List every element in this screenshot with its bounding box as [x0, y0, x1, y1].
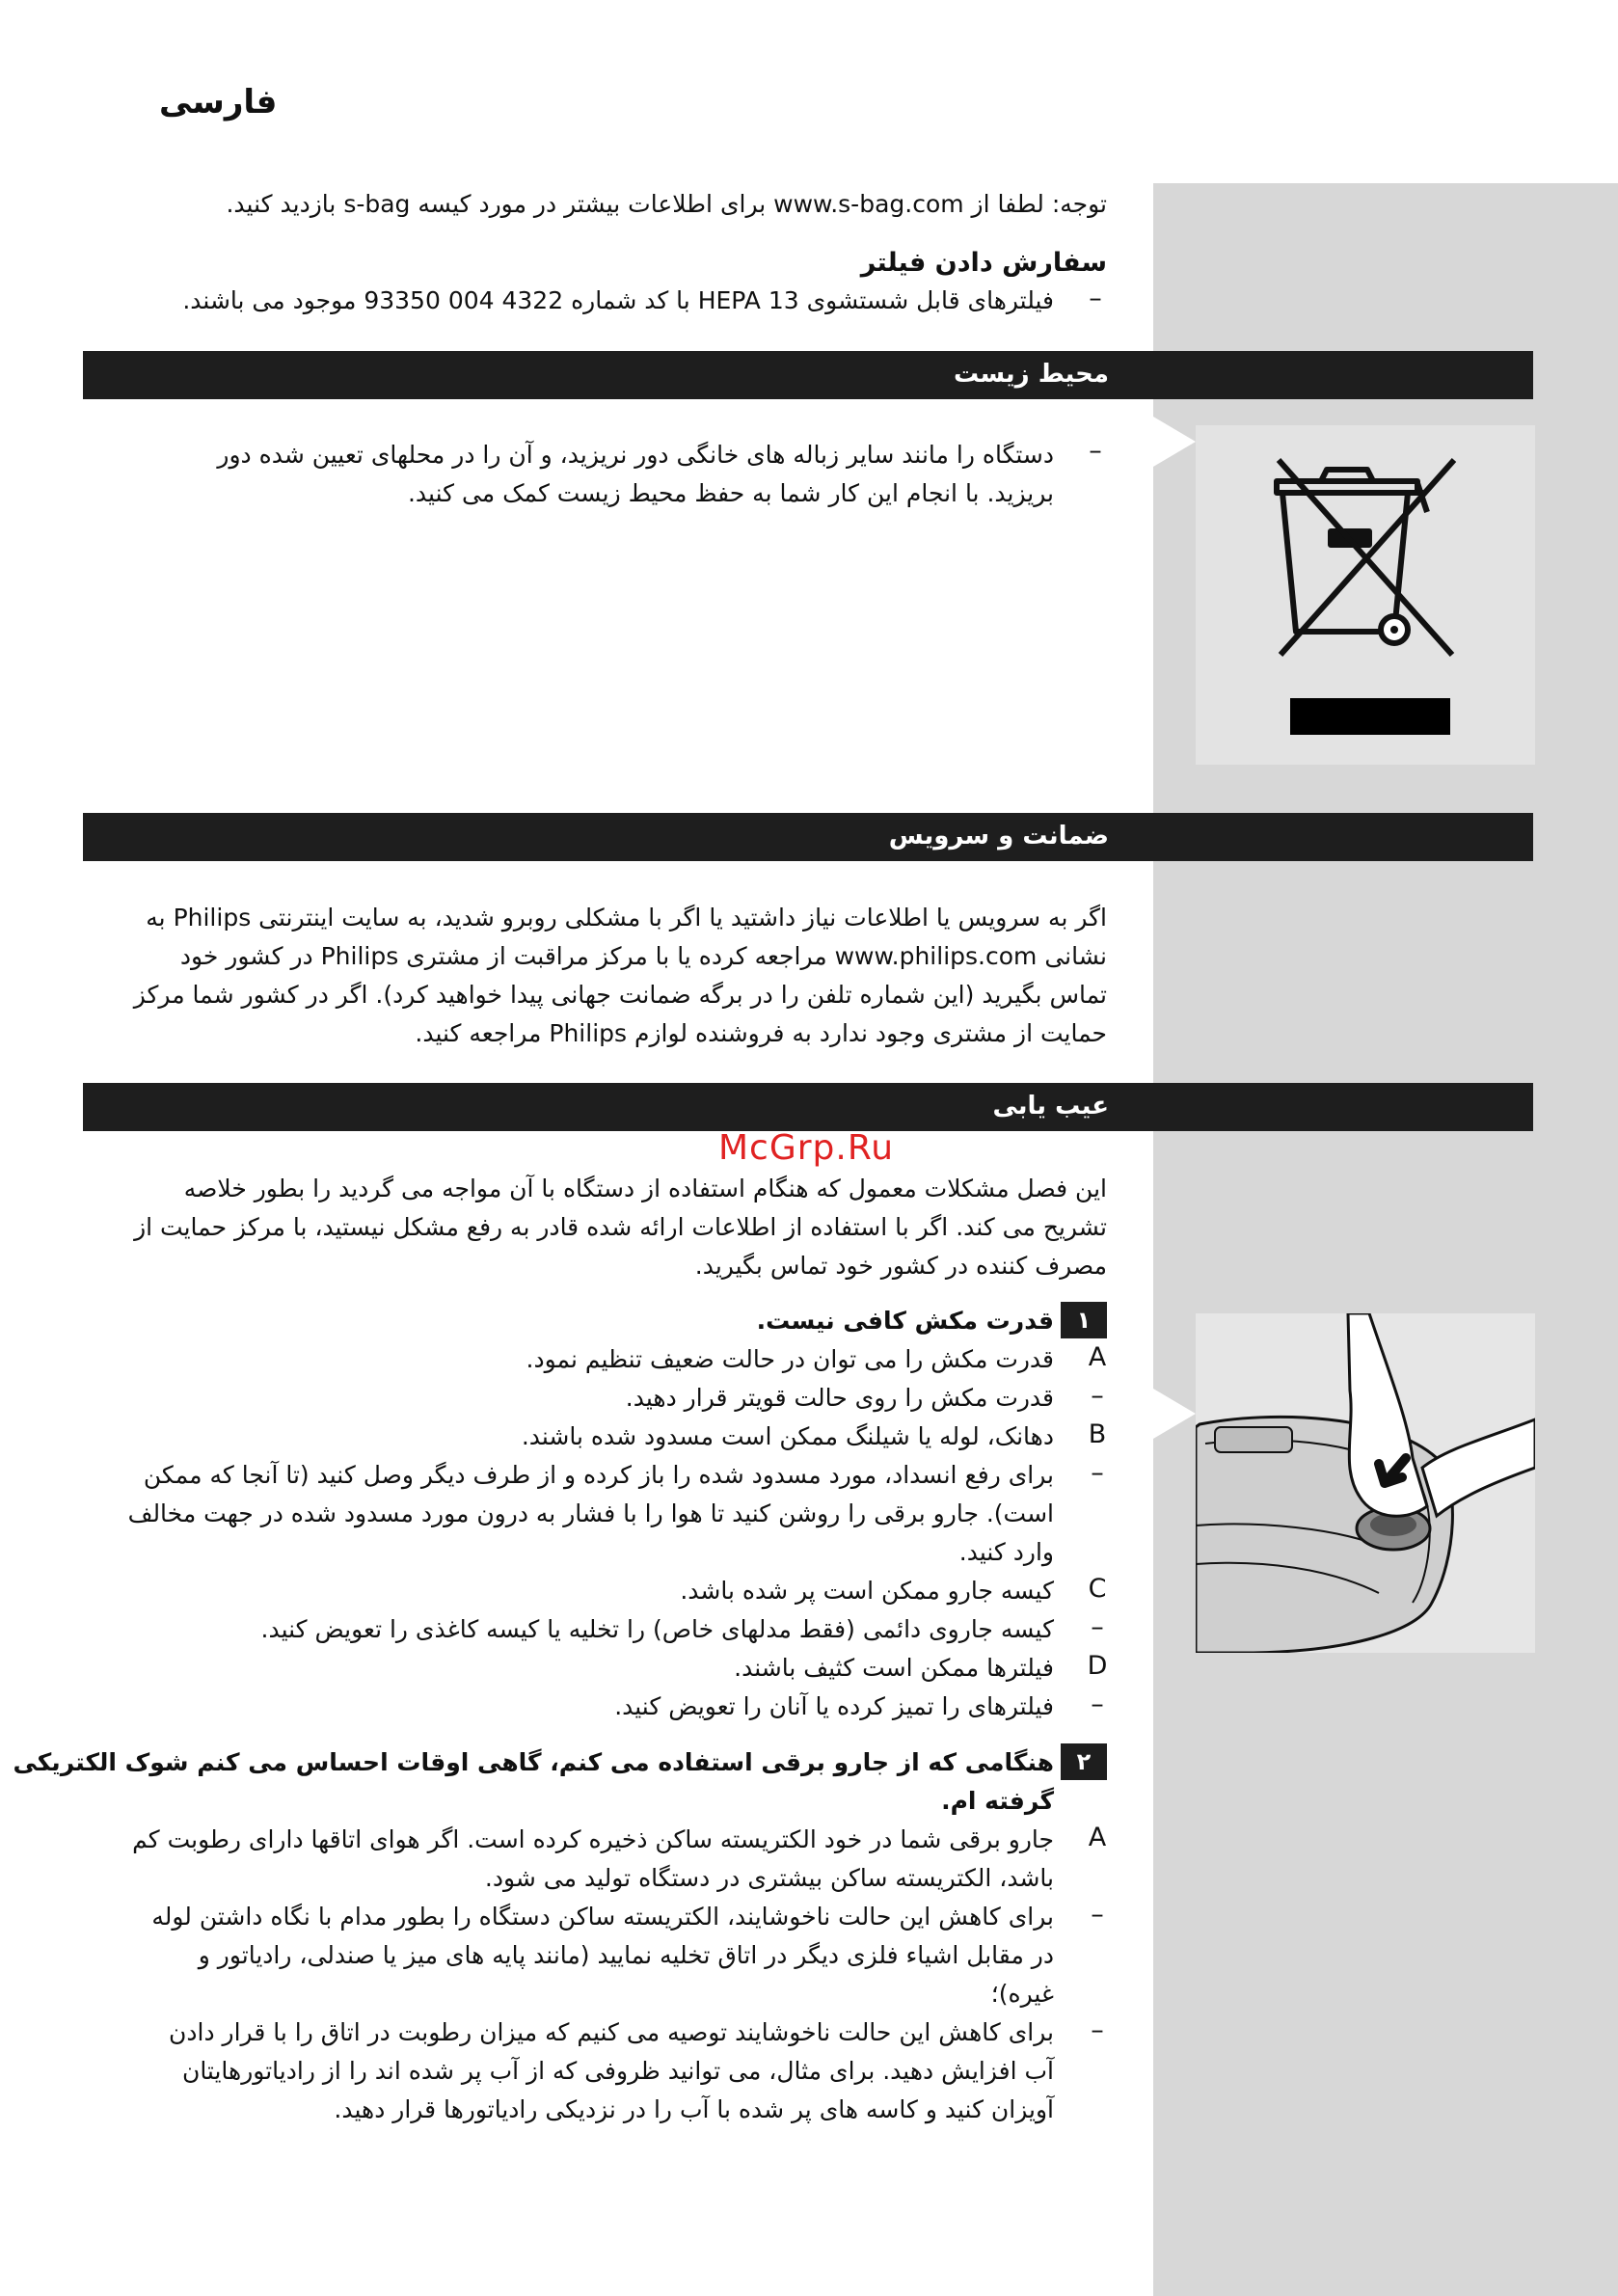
vacuum-cleaner-hose-illustration: [1196, 1313, 1535, 1653]
p1-line-7: کیسه جارو ممکن است پر شده باشد.: [680, 1577, 1054, 1605]
language-title: فارسی: [159, 83, 278, 122]
filter-order-line: فیلترهای قابل شستشوی HEPA 13 با کد شماره 4322 004 93350 موجود می باشند.: [182, 286, 1054, 314]
p1-marker-7: C: [1088, 1574, 1107, 1604]
p1-line-9: فیلترها ممکن است کثیف باشند.: [734, 1654, 1054, 1682]
vacuum-pointer: [1153, 1389, 1196, 1439]
vacuum-illustration-panel: [1196, 1313, 1535, 1653]
problem-2-title-1: هنگامی که از جارو برقی استفاده می کنم، گاهی اوقات احساس می کنم شوک الکتریکی: [13, 1748, 1054, 1776]
p2-marker-6: –: [1091, 2015, 1104, 2045]
problem-2-number: ۲: [1061, 1743, 1107, 1780]
problem-1-number: ۱: [1061, 1302, 1107, 1338]
environment-line-1: دستگاه را مانند سایر زباله های خانگی دور نریزید، و آن را در محلهای تعیین شده دور: [217, 441, 1054, 469]
environment-heading-band: [83, 351, 1533, 399]
problem-2-title-2: گرفته ام.: [941, 1787, 1054, 1815]
p1-marker-4: –: [1091, 1458, 1104, 1488]
sbag-note: توجه: لطفا از www.s-bag.com برای اطلاعات بیشتر در مورد کیسه s-bag بازدید کنید.: [226, 190, 1107, 218]
p1-line-3: دهانک، لوله یا شیلنگ ممکن است مسدود شده باشند.: [521, 1422, 1054, 1450]
p2-line-4: در مقابل اشیاء فلزی دیگر در اتاق تخلیه نمایید (مانند پایه های میز یا صندلی، رادیاتور و: [198, 1941, 1054, 1969]
p1-line-1: قدرت مکش را می توان در حالت ضعیف تنظیم نمود.: [526, 1345, 1054, 1373]
environment-heading: محیط زیست: [953, 360, 1109, 389]
troubleshooting-intro-1: این فصل مشکلات معمول که هنگام استفاده از دستگاه با آن مواجه می گردید را بطور خلاصه: [183, 1175, 1107, 1202]
troubleshooting-intro-2: تشریح می کند. اگر با استفاده از اطلاعات ارائه شده قادر به رفع مشکل نیستید، با مرکز حمایت از: [134, 1213, 1107, 1241]
troubleshooting-heading: عیب یابی: [992, 1092, 1109, 1121]
p2-marker-3: –: [1091, 1900, 1104, 1930]
guarantee-line-3: تماس بگیرید (این شماره تلفن را در برگه ضمانت جهانی پیدا خواهید کرد). اگر در کشور شما مرکز: [133, 981, 1107, 1009]
p2-line-3: برای کاهش این حالت ناخوشایند، الکتریسته ساکن دستگاه را بطور مدام با نگاه داشتن لوله: [151, 1903, 1054, 1931]
p1-line-8: کیسه جاروی دائمی (فقط مدلهای خاص) را تخلیه یا کیسه کاغذی را تعویض کنید.: [260, 1615, 1054, 1643]
p2-line-1: جارو برقی شما در خود الکتریسته ساکن ذخیره کرده است. اگر هوای اتاقها دارای رطوبت کم: [132, 1825, 1054, 1853]
troubleshooting-intro-3: مصرف کننده در کشور خود تماس بگیرید.: [694, 1252, 1107, 1280]
p2-line-6: برای کاهش این حالت ناخوشایند توصیه می کنیم که میزان رطوبت در اتاق را با قرار دادن: [169, 2018, 1054, 2046]
p1-marker-2: –: [1091, 1381, 1104, 1411]
p1-marker-8: –: [1091, 1612, 1104, 1642]
troubleshooting-heading-band: [83, 1083, 1533, 1131]
p2-marker-1: A: [1088, 1823, 1107, 1852]
problem-1-title: قدرت مکش کافی نیست.: [756, 1307, 1054, 1335]
filter-dash: –: [1089, 284, 1102, 313]
crossed-out-wheelie-bin-icon: [1196, 425, 1535, 765]
p1-line-6: وارد کنید.: [958, 1538, 1054, 1566]
guarantee-heading-band: [83, 813, 1533, 861]
environment-pointer: [1153, 417, 1196, 467]
weee-symbol-panel: [1196, 425, 1535, 765]
p1-marker-3: B: [1088, 1419, 1107, 1449]
p2-line-7: آب افزایش دهید. برای مثال، می توانید ظروفی که از آب پر شده اند را از رادیاتورهایتان: [181, 2057, 1054, 2085]
p1-line-10: فیلترهای را تمیز کرده یا آنان را تعویض کنید.: [614, 1692, 1054, 1720]
p1-marker-10: –: [1091, 1689, 1104, 1719]
p2-line-8: آویزان کنید و کاسه های پر شده با آب را در نزدیکی رادیاتورها قرار دهید.: [334, 2095, 1054, 2123]
p1-marker-9: D: [1087, 1651, 1108, 1681]
guarantee-heading: ضمانت و سرویس: [888, 822, 1109, 851]
guarantee-line-1: اگر به سرویس یا اطلاعات نیاز داشتید یا اگر با مشکلی روبرو شدید، به سایت اینترنتی Philips به: [146, 904, 1107, 932]
guarantee-line-4: حمایت از مشتری وجود ندارد به فروشنده لوازم Philips مراجعه کنید.: [415, 1019, 1107, 1047]
environment-line-2: بریزید. با انجام این کار شما به حفظ محیط زیست کمک می کنید.: [407, 479, 1054, 507]
p1-line-5: است). جارو برقی را روشن کنید تا هوا را با فشار به درون مورد مسدود شده در جهت مخالف: [127, 1499, 1054, 1527]
watermark: McGrp.Ru: [718, 1128, 895, 1168]
filter-order-heading: سفارش دادن فیلتر: [860, 248, 1107, 278]
p1-line-4: برای رفع انسداد، مورد مسدود شده را باز کرده و از طرف دیگر وصل کنید (تا آنجا که ممکن: [143, 1461, 1054, 1489]
p2-line-5: غیره)؛: [990, 1980, 1054, 2008]
guarantee-line-2: نشانی www.philips.com مراجعه کرده یا با مرکز مراقبت از مشتری Philips در کشور خود: [179, 942, 1107, 970]
environment-dash: –: [1089, 436, 1102, 466]
p1-marker-1: A: [1088, 1342, 1107, 1372]
p2-line-2: باشد، الکتریسته ساکن بیشتری در دستگاه تولید می شود.: [484, 1864, 1054, 1892]
p1-line-2: قدرت مکش را روی حالت قویتر قرار دهید.: [625, 1384, 1054, 1412]
